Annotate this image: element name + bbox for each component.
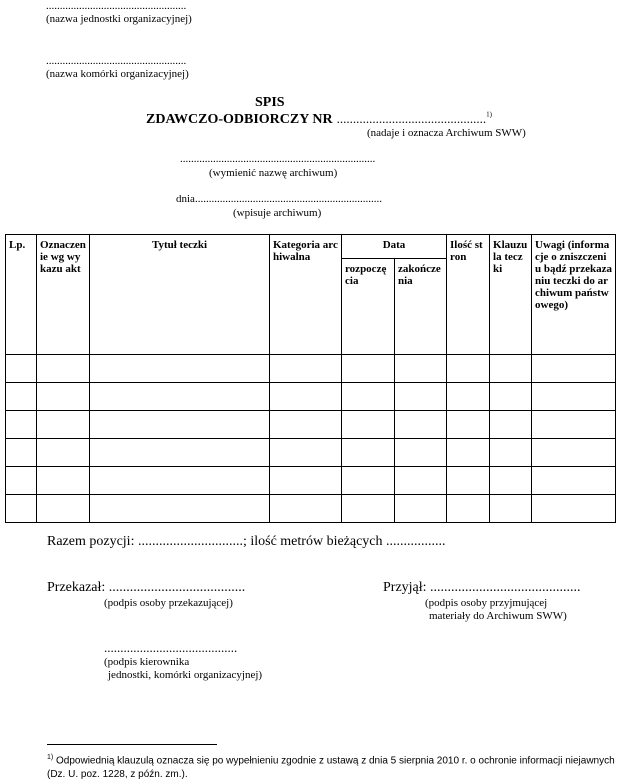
table-cell[interactable] [490,495,532,523]
cell-name-dots: ................................................... [46,55,187,67]
table-cell[interactable] [395,467,447,495]
header-zakonczenia: zakończenia [395,259,447,355]
table-cell[interactable] [37,495,90,523]
table-row [6,495,616,523]
table-cell[interactable] [270,439,342,467]
table-row [6,439,616,467]
table-cell[interactable] [270,411,342,439]
table-cell[interactable] [6,495,37,523]
table-body [6,355,616,523]
kierownik-dots: ......................................... [104,640,238,655]
table-cell[interactable] [342,495,395,523]
table-row [6,411,616,439]
table-cell[interactable] [6,411,37,439]
table-cell[interactable] [532,411,616,439]
table-cell[interactable] [532,495,616,523]
header-kategoria: Kategoria archiwalna [270,235,342,355]
table-cell[interactable] [90,495,270,523]
table-cell[interactable] [270,495,342,523]
table-cell[interactable] [342,411,395,439]
header-klauzula: Klauzula teczki [490,235,532,355]
archive-name-label: (wymienić nazwę archiwum) [209,167,338,179]
table-row [6,467,616,495]
table-cell[interactable] [342,355,395,383]
table-cell[interactable] [90,383,270,411]
date-prefix: dnia [176,193,195,205]
table-cell[interactable] [90,355,270,383]
table-cell[interactable] [6,383,37,411]
date-dots: .................................................................... [194,193,382,205]
table-cell[interactable] [6,467,37,495]
table-cell[interactable] [395,355,447,383]
przekazal-line: Przekazał: ....................................... [47,580,246,595]
header-ilosc-stron: Ilość stron [447,235,490,355]
table-cell[interactable] [37,383,90,411]
table-cell[interactable] [532,439,616,467]
przyjal-label-1: (podpis osoby przyjmującej [425,597,548,609]
przyjal-label-2: materiały do Archiwum SWW) [429,610,567,622]
table-cell[interactable] [490,439,532,467]
table-cell[interactable] [395,439,447,467]
kierownik-label-2: jednostki, komórki organizacyjnej) [108,669,263,681]
document-title-text: ZDAWCZO-ODBIORCZY NR [146,112,333,127]
table-cell[interactable] [490,383,532,411]
table-cell[interactable] [395,383,447,411]
document-title-line2 [146,110,492,128]
number-note: (nadaje i oznacza Archiwum SWW) [367,127,526,139]
document-title-line1: SPIS [255,95,285,110]
table-cell[interactable] [342,439,395,467]
table-cell[interactable] [447,355,490,383]
table-cell[interactable] [37,439,90,467]
footnote [47,751,617,782]
table-cell[interactable] [532,383,616,411]
przyjal-line: Przyjął: ........................................... [383,580,581,595]
table-cell[interactable] [490,411,532,439]
document-number-dots: .............................................. [336,111,487,126]
table-row [6,355,616,383]
table-cell[interactable] [270,355,342,383]
footnote-text: Odpowiednią klauzulą oznacza się po wypełnieniu zgodnie z ustawą z dnia 5 sierpnia 2010 r. o ochronie informacji niejawnych (Dz. U. poz. 1228, z późn. zm.). [47,755,615,781]
table-row [6,383,616,411]
archive-name-dots: ....................................................................... [180,153,376,165]
table-cell[interactable] [447,383,490,411]
table-cell[interactable] [447,439,490,467]
cell-name-label: (nazwa komórki organizacyjnej) [46,68,189,80]
table-cell[interactable] [6,439,37,467]
table-cell[interactable] [532,355,616,383]
table-cell[interactable] [37,355,90,383]
records-table [5,234,616,523]
footnote-reference: 1) [486,110,492,119]
table-cell[interactable] [270,383,342,411]
table-cell[interactable] [37,467,90,495]
table-cell[interactable] [490,467,532,495]
table-cell[interactable] [270,467,342,495]
table-cell[interactable] [395,411,447,439]
table-cell[interactable] [395,495,447,523]
table-cell[interactable] [447,495,490,523]
unit-name-dots: ................................................... [46,0,187,12]
archive-date-line [176,193,382,205]
footnote-mark: 1) [47,754,54,761]
unit-name-label: (nazwa jednostki organizacyjnej) [46,13,192,25]
table-cell[interactable] [532,467,616,495]
table-cell[interactable] [447,467,490,495]
table-cell[interactable] [90,467,270,495]
header-data: Data [342,235,447,259]
kierownik-label-1: (podpis kierownika [104,656,190,668]
table-cell[interactable] [447,411,490,439]
przekazal-label: (podpis osoby przekazującej) [104,597,233,609]
table-cell[interactable] [37,411,90,439]
header-uwagi: Uwagi (informacje o zniszczeniu bądź przekazaniu teczki do archiwum państwowego) [532,235,616,355]
header-lp: Lp. [6,235,37,355]
header-tytul: Tytuł teczki [90,235,270,355]
header-rozpoczecia: rozpoczęcia [342,259,395,355]
table-cell[interactable] [490,355,532,383]
table-cell[interactable] [342,467,395,495]
header-oznaczenie: Oznaczenie wg wykazu akt [37,235,90,355]
table-cell[interactable] [342,383,395,411]
table-cell[interactable] [6,355,37,383]
footnote-separator [47,744,217,745]
summary-line: Razem pozycji: ..............................; ilość metrów bieżących ................. [47,534,446,549]
date-label: (wpisuje archiwum) [233,207,322,219]
table-cell[interactable] [90,411,270,439]
table-cell[interactable] [90,439,270,467]
